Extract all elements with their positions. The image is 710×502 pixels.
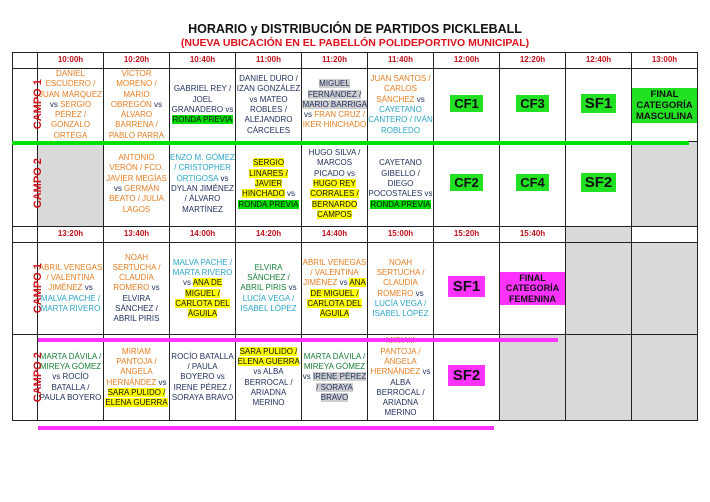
empty-cell — [632, 227, 698, 243]
empty-cell — [38, 142, 104, 227]
vs-label: vs — [422, 367, 431, 377]
match-cell — [104, 243, 170, 335]
time-header: 13:40h — [104, 227, 170, 243]
semifinal-badge: SF1 — [581, 94, 617, 113]
team-b: DYLAN JIMÉNEZ / ÁLVARO MARTÍNEZ — [170, 184, 235, 214]
bottom-campo1-row — [13, 243, 698, 335]
match-cell — [236, 243, 302, 335]
team-b: IRENE PÉREZ / SORAYA BRAVO — [171, 382, 234, 403]
semifinal-badge: SF1 — [448, 276, 486, 297]
team-b: MALVA PACHE / MARTA RIVERO — [40, 293, 101, 314]
team-a: ABRIL VENEGAS / VALENTINA JIMÉNEZ — [38, 262, 103, 293]
vs-label: vs — [253, 367, 262, 377]
match-cell — [38, 335, 104, 421]
campo1-label-cell — [13, 69, 44, 142]
bottom-campo2-row — [13, 335, 698, 421]
team-b: LUCÍA VEGA / ISABEL LÓPEZ — [240, 293, 297, 314]
pink-separator-bar — [38, 338, 558, 342]
empty-cell — [566, 243, 632, 335]
match-cell — [500, 142, 566, 227]
vs-label: vs — [154, 99, 163, 109]
team-a: MALVA PACHE / MARTA RIVERO — [172, 257, 233, 277]
time-header: 13:20h — [38, 227, 104, 243]
empty-cell — [500, 335, 566, 421]
vs-label: vs — [339, 278, 348, 288]
match-cell — [632, 69, 698, 142]
match-cell — [236, 69, 302, 142]
semifinal-badge: SF2 — [448, 365, 486, 386]
schedule-table — [12, 52, 698, 421]
match-cell — [170, 243, 236, 335]
vs-label: vs — [346, 168, 355, 178]
vs-label: vs — [84, 283, 93, 293]
team-a: CAYETANO GIBELLO / DIEGO POCOSTALES — [368, 158, 423, 199]
vs-label: vs — [415, 288, 424, 298]
vs-label: vs — [220, 173, 229, 183]
vs-label: vs — [302, 372, 311, 382]
team-b: ANA DE MIGUEL / CARLOTA DEL ÁGUILA — [175, 278, 230, 319]
time-header: 14:00h — [170, 227, 236, 243]
empty-cell — [632, 142, 698, 227]
team-b: ÁLVARO BARRENA / PABLO PARRA — [108, 110, 165, 140]
team-a: DANIEL DURO / IZAN GONZÁLEZ — [236, 74, 301, 94]
time-header: 12:40h — [566, 53, 632, 69]
team-b: RONDA PREVIA — [172, 115, 233, 125]
time-header: 12:00h — [434, 53, 500, 69]
match-cell — [434, 69, 500, 142]
team-b: ANA DE MIGUEL / CARLOTA DEL ÁGUILA — [307, 278, 366, 319]
campo2-label-cell — [13, 142, 44, 227]
team-a: ROCÍO BATALLA / PAULA BOYERO — [171, 351, 234, 382]
vs-label: vs — [424, 189, 433, 199]
team-b: ALBA BERROCAL / ARIADNA MERINO — [244, 367, 293, 408]
semifinal-badge: SF2 — [581, 173, 617, 192]
top-campo2-row — [13, 142, 698, 227]
time-header: 11:40h — [368, 53, 434, 69]
match-cell — [434, 243, 500, 335]
time-header: 15:00h — [368, 227, 434, 243]
vs-label: vs — [113, 184, 122, 194]
header-corner — [13, 227, 38, 243]
team-a: ANTONIO VERÓN / FCO. JAVIER MEGÍAS — [106, 153, 167, 183]
match-cell — [566, 142, 632, 227]
vs-label: vs — [225, 105, 234, 115]
quarterfinal-badge: CF1 — [450, 95, 483, 112]
match-cell — [368, 69, 434, 142]
team-a: JUAN SANTOS / CARLOS SÁNCHEZ — [370, 74, 431, 104]
time-header: 14:20h — [236, 227, 302, 243]
vs-label: vs — [216, 372, 225, 382]
time-header: 11:20h — [302, 53, 368, 69]
team-b: RONDA PREVIA — [238, 199, 299, 209]
match-cell — [104, 142, 170, 227]
match-cell — [368, 142, 434, 227]
team-b: CAYETANO CANTERO / IVÁN ROBLEDO — [368, 105, 433, 135]
time-header: 15:40h — [500, 227, 566, 243]
team-b: IRENE PÉREZ / SORAYA BRAVO — [312, 372, 367, 403]
campo2-label: CAMPO 2 — [31, 158, 44, 209]
final-badge: FINAL CATEGORÍA FEMENINA — [500, 272, 565, 306]
header-corner — [13, 53, 38, 69]
team-b: ELVIRA SÁNCHEZ / ABRIL PIRIS — [113, 293, 160, 324]
campo1-label-cell — [13, 243, 44, 335]
match-cell — [104, 335, 170, 421]
team-a: NOAH SERTUCHA / CLAUDIA ROMERO — [112, 252, 161, 293]
page-subtitle: (NUEVA UBICACIÓN EN EL PABELLÓN POLIDEPORTIVO MUNICIPAL) — [180, 37, 530, 49]
empty-cell — [632, 243, 698, 335]
team-a: SERGIO LINARES / JAVIER HINCHADO — [242, 158, 288, 199]
quarterfinal-badge: CF4 — [516, 174, 549, 191]
team-a: ELVIRA SÁNCHEZ / ABRIL PIRIS — [240, 262, 290, 293]
team-a: ABRIL VENEGAS / VALENTINA JIMÉNEZ — [302, 257, 367, 288]
team-a: MIGUEL FERNÁNDEZ / MARIO BARRIGA — [302, 79, 367, 109]
team-b: LUCÍA VEGA / ISABEL LÓPEZ — [372, 298, 429, 319]
team-b: SERGIO PÉREZ / GONZALO ORTEGA — [50, 99, 92, 140]
vs-label: vs — [286, 189, 295, 199]
match-cell — [302, 335, 368, 421]
team-a: HUGO SILVA / MARCOS PICADO — [308, 148, 361, 178]
match-cell — [500, 243, 566, 335]
quarterfinal-badge: CF3 — [516, 95, 549, 112]
team-a: NOAH SERTUCHA / CLAUDIA ROMERO — [376, 257, 425, 298]
team-a: GABRIEL REY / JOEL GRANADERO — [171, 84, 232, 115]
team-a: MARTA DÁVILA / MIREYA GÓMEZ — [39, 351, 102, 372]
vs-label: vs — [49, 99, 58, 109]
team-b: RONDA PREVIA — [370, 199, 431, 209]
team-a: DANIEL ESCUDERO / JUAN MÁRQUEZ — [38, 69, 103, 99]
time-header: 11:00h — [236, 53, 302, 69]
empty-cell — [632, 335, 698, 421]
time-header: 10:40h — [170, 53, 236, 69]
campo2-label: CAMPO 2 — [31, 352, 44, 403]
vs-label: vs — [151, 283, 160, 293]
match-cell — [434, 142, 500, 227]
empty-cell — [566, 335, 632, 421]
team-b: FRAN CRUZ / IKER HINCHADO — [302, 110, 367, 130]
empty-cell — [566, 227, 632, 243]
team-a: VÍCTOR MORENO / MARIO OBREGÓN — [110, 69, 157, 109]
page-title: HORARIO y DISTRIBUCIÓN DE PARTIDOS PICKLEBALL — [188, 22, 522, 36]
team-a: MARTA DÁVILA / MIREYA GÓMEZ — [303, 351, 366, 372]
green-separator-bar — [12, 141, 689, 145]
campo2-label-cell — [13, 335, 44, 421]
vs-label: vs — [158, 377, 167, 387]
top-time-header — [13, 53, 698, 69]
team-b: ALBA BERROCAL / ARIADNA MERINO — [376, 377, 425, 418]
campo1-label: CAMPO 1 — [31, 263, 44, 314]
time-header: 12:20h — [500, 53, 566, 69]
vs-label: vs — [249, 94, 258, 104]
match-cell — [38, 69, 104, 142]
time-header: 14:40h — [302, 227, 368, 243]
time-header: 10:00h — [38, 53, 104, 69]
vs-label: vs — [52, 372, 61, 382]
team-b: MATEO ROBLES / ALEJANDRO CÁRCELES — [244, 94, 293, 135]
pink-separator-bar — [38, 426, 494, 430]
match-cell — [170, 335, 236, 421]
team-a: PANTOJA / ÁNGELA HERNÁNDEZ — [370, 346, 421, 377]
vs-label: vs — [416, 94, 425, 104]
time-header: 13:00h — [632, 53, 698, 69]
time-header: 10:20h — [104, 53, 170, 69]
top-campo1-row — [13, 69, 698, 142]
team-b: GERMÁN BEATO / JULIA LAGOS — [109, 184, 164, 214]
match-cell — [236, 335, 302, 421]
match-cell — [368, 243, 434, 335]
match-cell — [38, 243, 104, 335]
time-header: 15:20h — [434, 227, 500, 243]
match-cell — [434, 335, 500, 421]
match-cell — [302, 69, 368, 142]
match-cell — [104, 69, 170, 142]
vs-label: vs — [182, 278, 191, 288]
match-cell — [302, 142, 368, 227]
vs-label: vs — [304, 110, 313, 120]
match-cell — [170, 69, 236, 142]
team-a: ENZO M. GÓMEZ / CRISTOPHER ORTIGOSA — [170, 153, 235, 183]
team-b: SARA PULIDO / ELENA GUERRA — [105, 387, 168, 408]
bottom-time-header — [13, 227, 698, 243]
match-cell — [566, 69, 632, 142]
match-cell — [170, 142, 236, 227]
final-badge: FINAL CATEGORÍA MASCULINA — [632, 88, 697, 123]
team-b: HUGO REY CORRALES / BERNARDO CAMPOS — [310, 178, 359, 219]
quarterfinal-badge: CF2 — [450, 174, 483, 191]
team-a: MIRIAM PANTOJA / ÁNGELA HERNÁNDEZ — [106, 346, 157, 387]
match-cell — [500, 69, 566, 142]
campo1-label: CAMPO 1 — [31, 79, 44, 130]
vs-label: vs — [288, 283, 297, 293]
match-cell — [368, 335, 434, 421]
match-cell — [302, 243, 368, 335]
match-cell — [236, 142, 302, 227]
team-b: ROCÍO BATALLA / PAULA BOYERO — [39, 372, 102, 403]
team-a: SARA PULIDO / ELENA GUERRA — [237, 346, 300, 366]
